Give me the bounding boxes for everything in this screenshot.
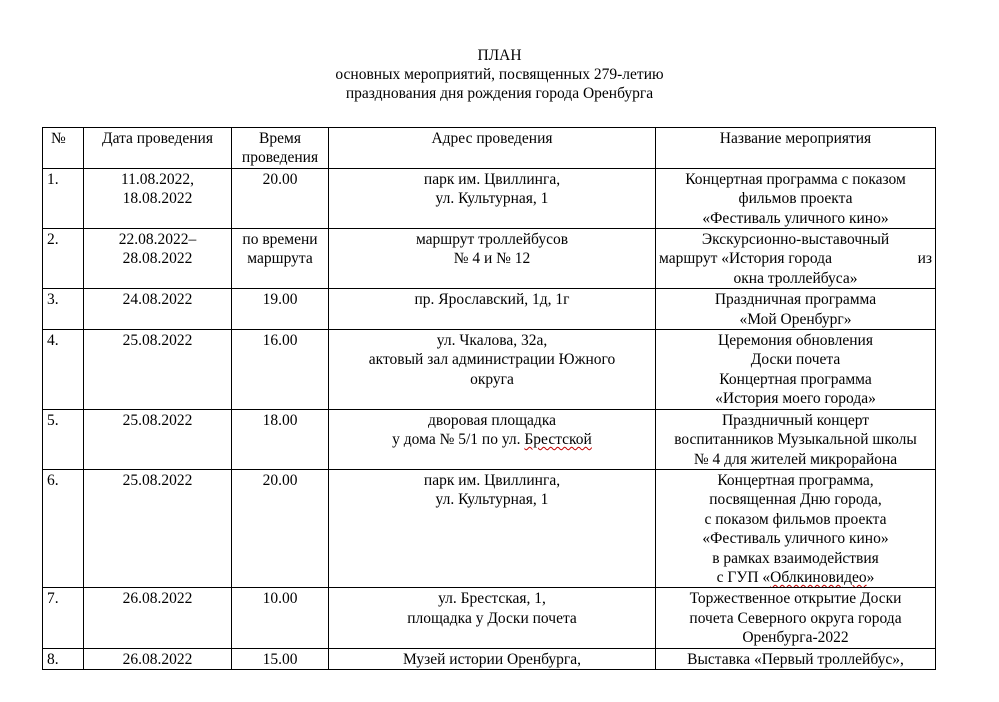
cell-address (329, 330, 656, 410)
date-line: 28.08.2022 (122, 250, 193, 268)
cell-num: 1. (43, 168, 84, 228)
time-line: 18.00 (262, 411, 298, 429)
cell-event (656, 588, 936, 648)
date-line: 26.08.2022 (122, 650, 193, 668)
event-line-justified (659, 249, 932, 268)
address-line: парк им. Цвиллинга, (423, 471, 561, 489)
cell-event (656, 469, 936, 587)
date-line: 25.08.2022 (122, 471, 193, 489)
cell-address (329, 648, 656, 669)
header-time-line-1: Время (259, 130, 301, 147)
cell-num: 8. (43, 648, 84, 669)
cell-date (84, 409, 232, 469)
address-line: ул. Культурная, 1 (435, 190, 549, 208)
event-line: окна троллейбуса» (733, 269, 858, 287)
cell-num: 6. (43, 469, 84, 587)
header-time-line-2: проведения (241, 149, 319, 167)
date-line: 26.08.2022 (122, 590, 193, 608)
cell-date (84, 330, 232, 410)
date-line: 24.08.2022 (122, 291, 193, 309)
event-line: Доски почета (750, 351, 841, 369)
event-line: «История моего города» (715, 390, 876, 408)
cell-address (329, 289, 656, 330)
cell-num: 3. (43, 289, 84, 330)
time-line: 20.00 (262, 170, 298, 188)
event-line: фильмов проекта (738, 190, 853, 208)
address-line: Музей истории Оренбурга, (402, 650, 582, 668)
time-line: 15.00 (262, 650, 298, 668)
address-text: у дома № 5/1 по ул. (392, 431, 525, 449)
time-line: по времени (242, 231, 318, 249)
cell-event (656, 289, 936, 330)
cell-time (232, 289, 329, 330)
event-line: Праздничный концерт (721, 411, 870, 429)
table-row (43, 168, 936, 228)
time-line: 20.00 (262, 471, 298, 489)
event-line: Выставка «Первый троллейбус», (687, 650, 904, 668)
title-line-3: празднования дня рождения города Оренбурга (345, 85, 654, 102)
address-line: парк им. Цвиллинга, (423, 170, 561, 188)
cell-event (656, 409, 936, 469)
table-row (43, 289, 936, 330)
cell-time (232, 330, 329, 410)
address-line: площадка у Доски почета (407, 609, 577, 627)
table-row (43, 648, 936, 669)
table-header-row (43, 128, 936, 169)
event-text: с ГУП « (716, 568, 771, 586)
header-date: Дата проведения (84, 128, 232, 169)
event-line-left: маршрут «История города (659, 250, 832, 268)
header-event: Название мероприятия (656, 128, 936, 169)
event-line: посвященная Дню города, (709, 491, 882, 509)
title-line-1: ПЛАН (477, 47, 522, 64)
address-line: пр. Ярославский, 1д, 1г (414, 291, 570, 309)
address-line (332, 430, 652, 449)
title-line-2: основных мероприятий, посвященных 279-летию (335, 66, 664, 83)
cell-address (329, 588, 656, 648)
event-line: Концертная программа, (717, 471, 874, 489)
header-num: № (43, 128, 84, 169)
table-row (43, 588, 936, 648)
event-line: воспитанников Музыкальной школы (674, 431, 917, 449)
time-line: 16.00 (262, 332, 298, 350)
cell-date (84, 289, 232, 330)
cell-event (656, 648, 936, 669)
address-line: маршрут троллейбусов (415, 231, 569, 249)
date-line: 25.08.2022 (122, 332, 193, 350)
cell-address (329, 469, 656, 587)
cell-time (232, 588, 329, 648)
header-address: Адрес проведения (329, 128, 656, 169)
cell-address (329, 229, 656, 289)
date-line: 18.08.2022 (122, 190, 193, 208)
cell-num: 5. (43, 409, 84, 469)
event-line: с показом фильмов проекта (704, 510, 887, 528)
cell-event (656, 229, 936, 289)
cell-date (84, 229, 232, 289)
cell-address (329, 409, 656, 469)
events-table (42, 127, 936, 670)
cell-date (84, 588, 232, 648)
address-line: дворовая площадка (427, 411, 556, 429)
cell-address (329, 168, 656, 228)
event-line: «Фестиваль уличного кино» (702, 209, 889, 227)
cell-time (232, 229, 329, 289)
cell-event (656, 168, 936, 228)
event-line: в рамках взаимодействия (712, 549, 879, 567)
cell-date (84, 648, 232, 669)
table-row (43, 409, 936, 469)
event-line: «Мой Оренбург» (739, 310, 852, 328)
cell-time (232, 648, 329, 669)
table-row (43, 330, 936, 410)
cell-date (84, 469, 232, 587)
document-title (0, 46, 999, 103)
cell-num: 7. (43, 588, 84, 648)
table-row (43, 229, 936, 289)
date-line: 25.08.2022 (122, 411, 193, 429)
cell-num: 2. (43, 229, 84, 289)
address-line: актовый зал администрации Южного (368, 351, 616, 369)
time-line: 19.00 (262, 291, 298, 309)
cell-time (232, 469, 329, 587)
cell-num: 4. (43, 330, 84, 410)
header-time (232, 128, 329, 169)
cell-time (232, 168, 329, 228)
event-line: Концертная программа с показом (685, 170, 906, 188)
cell-event (656, 330, 936, 410)
event-text: » (866, 568, 875, 586)
table-row (43, 469, 936, 587)
event-line: Церемония обновления (718, 332, 873, 350)
address-line: округа (470, 370, 514, 388)
address-line: ул. Чкалова, 32а, (436, 332, 548, 350)
date-line: 11.08.2022, (120, 170, 195, 188)
event-line: «Фестиваль уличного кино» (702, 530, 889, 548)
address-line: ул. Культурная, 1 (435, 491, 549, 509)
event-line: № 4 для жителей микрорайона (693, 450, 898, 468)
event-line-right: из (917, 250, 932, 268)
spellcheck-word: Брестской (524, 431, 592, 449)
event-line: Оренбурга-2022 (742, 629, 849, 647)
time-line: маршрута (247, 250, 313, 268)
cell-date (84, 168, 232, 228)
event-line (659, 568, 932, 587)
time-line: 10.00 (262, 590, 298, 608)
event-line: Торжественное открытие Доски (689, 590, 902, 608)
spellcheck-word: Облкиновидео (770, 568, 867, 586)
address-line: № 4 и № 12 (453, 250, 531, 268)
event-line: Праздничная программа (714, 291, 877, 309)
cell-time (232, 409, 329, 469)
event-line: почета Северного округа города (689, 609, 902, 627)
date-line: 22.08.2022– (118, 231, 197, 249)
address-line: ул. Брестская, 1, (438, 590, 546, 608)
event-line: Экскурсионно-выставочный (701, 231, 890, 249)
event-line: Концертная программа (719, 370, 872, 388)
